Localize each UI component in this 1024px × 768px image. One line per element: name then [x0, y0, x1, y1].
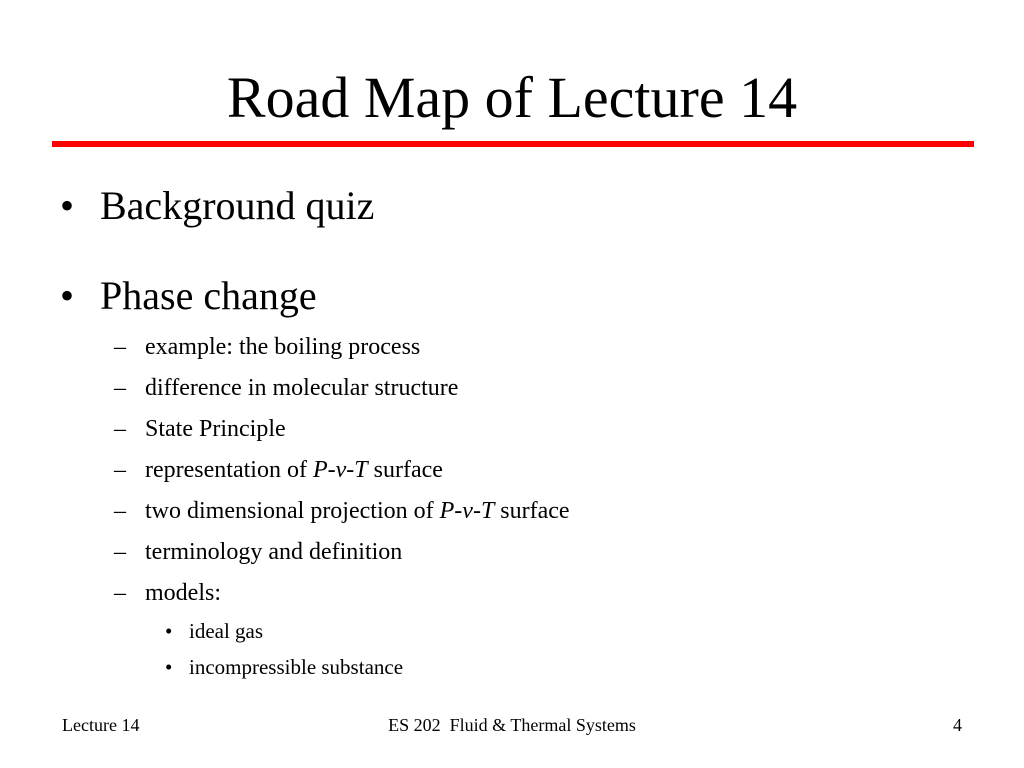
bullet-icon: • — [165, 655, 173, 679]
sub-item-text: State Principle — [145, 416, 286, 442]
sub-item-text: difference in molecular structure — [145, 375, 459, 401]
dash-icon: – — [114, 416, 126, 442]
bullet-icon: • — [60, 183, 75, 228]
title-divider — [52, 141, 974, 147]
sub-item-text: example: the boiling process — [145, 334, 421, 360]
bullet-text: Phase change — [100, 273, 317, 318]
subsub-item-text: incompressible substance — [189, 655, 404, 679]
bullet-icon: • — [60, 273, 75, 318]
slide-number: 4 — [953, 715, 962, 735]
dash-icon: – — [114, 580, 126, 606]
dash-icon: – — [114, 375, 126, 401]
footer-course-title: ES 202 Fluid & Thermal Systems — [388, 715, 636, 735]
footer-lecture-label: Lecture 14 — [62, 715, 140, 735]
sub-item-text: representation of P-v-T surface — [145, 457, 443, 483]
dash-icon: – — [114, 498, 126, 524]
dash-icon: – — [114, 539, 126, 565]
bullet-text: Background quiz — [100, 183, 375, 228]
sub-item-text: terminology and definition — [145, 539, 403, 565]
subsub-item-text: ideal gas — [189, 619, 264, 643]
sub-item-text: models: — [145, 580, 221, 606]
bullet-icon: • — [165, 619, 173, 643]
slide-title: Road Map of Lecture 14 — [226, 65, 798, 130]
sub-item-text: two dimensional projection of P-v-T surface — [145, 498, 570, 524]
dash-icon: – — [114, 334, 126, 360]
dash-icon: – — [114, 457, 126, 483]
